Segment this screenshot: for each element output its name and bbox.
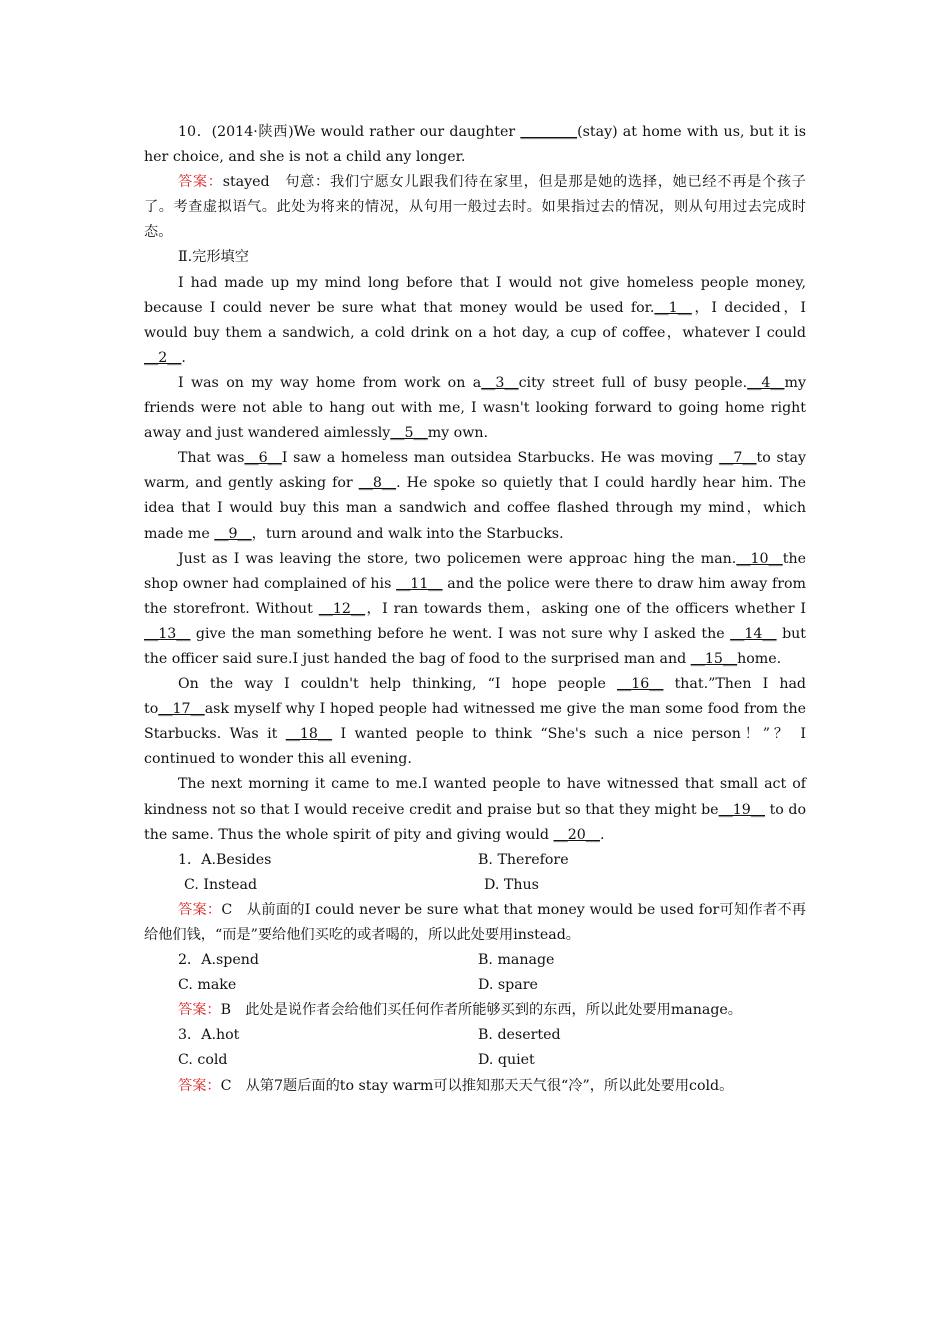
- blank-13: __13__: [144, 625, 191, 642]
- answer-text: stayed 句意：我们宁愿女儿跟我们待在家里，但是那是她的选择，她已经不再是个孩子了。考查虚拟语气。此处为将来的情况，从句用一般过去时。如果指过去的情况，则从句用过去完成时态。: [144, 174, 806, 241]
- blank-17: __17__: [158, 701, 205, 718]
- answer-3: [144, 1074, 806, 1099]
- blank-1: __1__: [654, 299, 692, 316]
- answer-label: 答案：: [178, 901, 222, 918]
- blank-3: __3__: [481, 374, 519, 391]
- option-d: D. Thus: [484, 876, 539, 893]
- option-b: B. manage: [478, 952, 555, 969]
- blank-14: __14__: [730, 625, 777, 642]
- blank-20: __20__: [553, 826, 600, 843]
- question-10: 10．(2014·陕西)We would rather our daughter ________(stay) at home with us, but it is her choice, and she is not a child any longer.: [144, 124, 806, 166]
- option-a: 2．A.spend: [178, 952, 259, 969]
- answer-text: C 从第7题后面的to stay warm可以推知那天天气很“冷”，所以此处要用cold。: [220, 1077, 734, 1094]
- document-page: [144, 120, 806, 1099]
- blank-10: __10__: [736, 550, 783, 567]
- option-c: C. Instead: [184, 876, 258, 893]
- option-d: D. spare: [478, 977, 538, 994]
- question-2: [144, 948, 806, 1023]
- option-d: D. quiet: [478, 1052, 535, 1069]
- blank-5: __5__: [390, 425, 428, 442]
- blank-2: __2__: [144, 349, 182, 366]
- answer-10: [144, 170, 806, 245]
- blank-7: __7__: [719, 450, 757, 467]
- option-b: B. Therefore: [478, 851, 569, 868]
- passage-paragraph-6: The next morning it came to me.I wanted people to have witnessed that small act of kindness not so that I would receive credit and praise but so that they might be__19__ to do the same. Thus the whole spirit of pity and giving would __20__.: [144, 776, 806, 843]
- question-3: [144, 1023, 806, 1098]
- blank-11: __11__: [396, 575, 443, 592]
- blank-4: __4__: [747, 374, 785, 391]
- question-number: 10．(2014·陕西): [178, 124, 294, 140]
- passage-paragraph-4: Just as I was leaving the store, two policemen were approac hing the man.__10__the shop owner had complained of his __11__ and the police were there to draw him away from the storefront. Without __12__，I ran towards them，asking one of the officers whether I __13__ give the man something before he went. I was not sure why I asked the __14__ but the officer said sure.I just handed the bag of food to the surprised man and __15__home.: [144, 550, 807, 667]
- option-c: C. make: [178, 977, 237, 994]
- blank-8: __8__: [358, 475, 397, 492]
- answer-label: 答案：: [178, 1002, 221, 1019]
- blank-16: __16__: [617, 676, 664, 693]
- answer-blank: ________: [520, 124, 578, 140]
- passage-paragraph-1: I had made up my mind long before that I would not give homeless people money, because I could never be sure what that money would be used for.__1__，I decided，I would buy them a sandwich, a cold drink on a hot day, a cup of coffee，whatever I could __2__.: [144, 274, 806, 366]
- section-title: Ⅱ.完形填空: [178, 249, 249, 266]
- blank-9: __9__: [214, 525, 252, 542]
- passage-paragraph-2: I was on my way home from work on a__3__city street full of busy people.__4__my friends were not able to hang out with me, I wasn't looking forward to going home right away and just wandered aimlessly__5__my own.: [144, 374, 806, 442]
- passage-paragraph-3: That was__6__I saw a homeless man outsidea Starbucks. He was moving __7__to stay warm, and gently asking for __8__. He spoke so quietly that I could hardly hear him. The idea that I would buy this man a sandwich and coffee flashed through my mind，which made me __9__，turn around and walk into the Starbucks.: [144, 450, 806, 542]
- answer-text: C 从前面的I could never be sure what that money would be used for可知作者不再给他们钱，“而是”要给他们买吃的或者喝的，所以此处要用instead。: [144, 901, 806, 943]
- blank-18: __18__: [285, 726, 333, 743]
- option-a: 1．A.Besides: [178, 851, 272, 868]
- blank-19: __19__: [718, 801, 766, 818]
- blank-15: __15__: [690, 650, 738, 667]
- answer-text: B 此处是说作者会给他们买任何作者所能够买到的东西，所以此处要用manage。: [220, 1002, 742, 1019]
- passage-paragraph-5: On the way I couldn't help thinking, “I hope people __16__ that.”Then I had to__17__ask myself why I hoped people had witnessed me give the man some food from the Starbucks. Was it __18__ I wanted people to think “She's such a nice person！”？ I continued to wonder this all evening.: [144, 676, 806, 768]
- option-a: 3．A.hot: [178, 1027, 240, 1044]
- question-1: [144, 848, 806, 948]
- answer-label: 答案：: [178, 174, 223, 191]
- option-c: C. cold: [178, 1052, 228, 1069]
- answer-1: [144, 898, 806, 948]
- answer-label: 答案：: [178, 1077, 221, 1094]
- blank-12: __12__: [318, 600, 366, 617]
- answer-2: [144, 998, 806, 1023]
- blank-6: __6__: [244, 450, 282, 467]
- option-b: B. deserted: [478, 1027, 561, 1044]
